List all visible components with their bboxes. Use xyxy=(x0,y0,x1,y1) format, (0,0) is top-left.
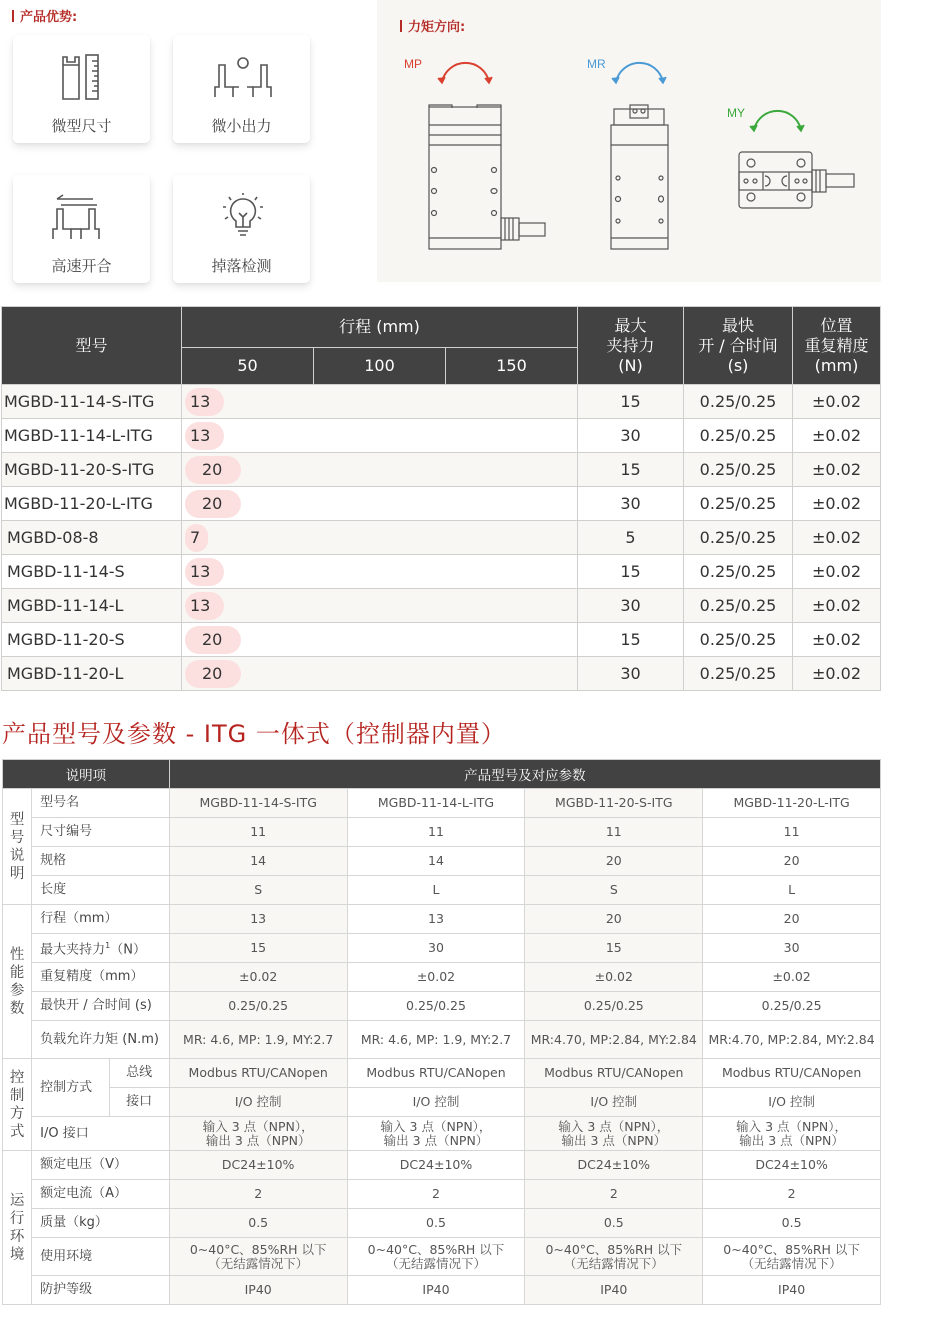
row-label: 重复精度（mm） xyxy=(32,963,170,992)
value-cell: 20 xyxy=(525,905,703,934)
header-stroke-100: 100 xyxy=(314,348,446,385)
value-cell: 0.25/0.25 xyxy=(703,992,881,1021)
value-cell: L xyxy=(347,876,525,905)
stroke-bar: 20 xyxy=(185,626,241,654)
table-row xyxy=(2,589,881,623)
value-cell xyxy=(347,1238,525,1276)
sub-label: 接口 xyxy=(109,1088,169,1117)
value-cell: 30 xyxy=(703,934,881,963)
value-cell xyxy=(169,1238,347,1276)
value-cell xyxy=(169,1117,347,1151)
value-cell: Modbus RTU/CANopen xyxy=(347,1059,525,1088)
stroke-cell xyxy=(182,385,578,419)
value-cell: 11 xyxy=(703,818,881,847)
time-cell: 0.25/0.25 xyxy=(684,487,793,521)
value-cell: DC24±10% xyxy=(703,1151,881,1180)
value-cell xyxy=(347,1117,525,1151)
value-cell: I/O 控制 xyxy=(169,1088,347,1117)
advantage-card-micro-force xyxy=(173,35,310,143)
force-cell: 30 xyxy=(578,419,684,453)
repeat-cell: ±0.02 xyxy=(793,385,881,419)
repeat-cell: ±0.02 xyxy=(793,657,881,691)
params-table xyxy=(2,759,881,1305)
value-cell: 0.5 xyxy=(169,1209,347,1238)
gripper-front-view-mr xyxy=(611,105,668,249)
model-cell: MGBD-11-14-S xyxy=(2,555,182,589)
row-label-unit: （N） xyxy=(110,942,146,958)
value-cell: 15 xyxy=(525,934,703,963)
value-line: 输出 3 点（NPN） xyxy=(205,1132,311,1148)
header-line: 开 / 合时间 xyxy=(698,335,778,355)
time-cell: 0.25/0.25 xyxy=(684,521,793,555)
params-section-title: 产品型号及参数 - ITG 一体式（控制器内置） xyxy=(2,720,506,748)
value-cell: MR: 4.6, MP: 1.9, MY:2.7 xyxy=(347,1021,525,1059)
stroke-bar: 13 xyxy=(185,388,224,416)
value-cell: 20 xyxy=(703,847,881,876)
moment-heading-text: 力矩方向: xyxy=(408,20,466,35)
mr-label: MR xyxy=(587,57,606,71)
stroke-cell xyxy=(182,521,578,555)
value-cell: MR: 4.6, MP: 1.9, MY:2.7 xyxy=(169,1021,347,1059)
value-cell: 2 xyxy=(525,1180,703,1209)
repeat-cell: ±0.02 xyxy=(793,487,881,521)
time-cell: 0.25/0.25 xyxy=(684,657,793,691)
stroke-cell xyxy=(182,589,578,623)
row-label: 尺寸编号 xyxy=(32,818,170,847)
advantages-heading xyxy=(12,6,77,25)
value-cell: ±0.02 xyxy=(703,963,881,992)
repeat-cell: ±0.02 xyxy=(793,589,881,623)
drop-detection-bulb-icon xyxy=(211,193,275,243)
row-label: 控制方式 xyxy=(32,1059,109,1117)
my-label: MY xyxy=(727,106,745,120)
table-row xyxy=(3,992,881,1021)
sub-label: 总线 xyxy=(109,1059,169,1088)
value-cell: MR:4.70, MP:2.84, MY:2.84 xyxy=(525,1021,703,1059)
value-cell: S xyxy=(525,876,703,905)
stroke-bar: 20 xyxy=(185,456,241,484)
table-row xyxy=(2,555,881,589)
header-model: 型号 xyxy=(2,307,182,385)
mp-arrow-icon xyxy=(442,63,489,82)
value-cell: 11 xyxy=(169,818,347,847)
model-cell: MGBD-11-14-L-ITG xyxy=(2,419,182,453)
header-repeatability xyxy=(793,307,881,385)
value-cell: MGBD-11-20-L-ITG xyxy=(703,789,881,818)
value-line: 输入 3 点（NPN）， xyxy=(202,1118,314,1134)
header-models-params: 产品型号及对应参数 xyxy=(169,760,880,789)
value-cell: 0.5 xyxy=(525,1209,703,1238)
repeat-cell: ±0.02 xyxy=(793,419,881,453)
value-cell: DC24±10% xyxy=(525,1151,703,1180)
header-line: (mm) xyxy=(814,355,859,375)
stroke-bar: 13 xyxy=(185,422,224,450)
value-line: （无结露情况下） xyxy=(741,1255,842,1271)
value-line: 输出 3 点（NPN） xyxy=(383,1132,489,1148)
table-row xyxy=(3,905,881,934)
value-cell: IP40 xyxy=(347,1276,525,1305)
row-label: 最快开 / 合时间 (s) xyxy=(32,992,170,1021)
stroke-cell xyxy=(182,657,578,691)
value-cell: MGBD-11-14-S-ITG xyxy=(169,789,347,818)
value-cell: 2 xyxy=(347,1180,525,1209)
header-line: 位置 xyxy=(820,315,853,335)
time-cell: 0.25/0.25 xyxy=(684,419,793,453)
value-cell: ±0.02 xyxy=(169,963,347,992)
advantage-card-high-speed xyxy=(13,175,150,283)
value-line: 0~40°C、85%RH 以下 xyxy=(545,1241,683,1257)
force-cell: 15 xyxy=(578,385,684,419)
table-row xyxy=(3,1021,881,1059)
table-row xyxy=(3,1276,881,1305)
moment-direction-panel xyxy=(377,0,881,282)
header-fastest-time xyxy=(684,307,793,385)
value-cell: 30 xyxy=(347,934,525,963)
stroke-cell xyxy=(182,419,578,453)
value-cell: ±0.02 xyxy=(525,963,703,992)
value-cell: I/O 控制 xyxy=(703,1088,881,1117)
value-cell: IP40 xyxy=(169,1276,347,1305)
value-cell: L xyxy=(703,876,881,905)
advantage-label: 高速开合 xyxy=(51,257,112,275)
value-cell: 0.25/0.25 xyxy=(525,992,703,1021)
repeat-cell: ±0.02 xyxy=(793,453,881,487)
value-line: 0~40°C、85%RH 以下 xyxy=(367,1241,505,1257)
mp-label: MP xyxy=(404,57,422,71)
table-row xyxy=(3,934,881,963)
header-line: (N) xyxy=(618,355,643,375)
value-cell: MGBD-11-20-S-ITG xyxy=(525,789,703,818)
table-row xyxy=(3,1209,881,1238)
table-row xyxy=(2,385,881,419)
advantage-label: 掉落检测 xyxy=(211,257,272,275)
time-cell: 0.25/0.25 xyxy=(684,385,793,419)
row-label-text: 最大夹持力 xyxy=(40,942,106,958)
gripper-side-view-mp xyxy=(429,105,545,249)
row-label xyxy=(32,934,170,963)
value-cell: 0.25/0.25 xyxy=(347,992,525,1021)
model-cell: MGBD-11-20-S-ITG xyxy=(2,453,182,487)
time-cell: 0.25/0.25 xyxy=(684,555,793,589)
value-line: 输入 3 点（NPN）， xyxy=(380,1118,492,1134)
value-cell: I/O 控制 xyxy=(525,1088,703,1117)
value-cell: 20 xyxy=(525,847,703,876)
force-cell: 30 xyxy=(578,589,684,623)
header-description: 说明项 xyxy=(3,760,170,789)
header-stroke: 行程 (mm) xyxy=(182,307,578,348)
value-cell: I/O 控制 xyxy=(347,1088,525,1117)
advantage-label: 微小出力 xyxy=(211,117,272,135)
header-line: 重复精度 xyxy=(804,335,869,355)
table-row xyxy=(2,419,881,453)
model-cell: MGBD-11-20-L-ITG xyxy=(2,487,182,521)
table-row xyxy=(3,1088,881,1117)
value-cell xyxy=(525,1117,703,1151)
stroke-bar: 13 xyxy=(185,558,224,586)
value-cell xyxy=(703,1238,881,1276)
value-cell: 2 xyxy=(703,1180,881,1209)
stroke-cell xyxy=(182,453,578,487)
value-cell: S xyxy=(169,876,347,905)
header-stroke-50: 50 xyxy=(182,348,314,385)
value-cell: Modbus RTU/CANopen xyxy=(703,1059,881,1088)
table-row xyxy=(3,1180,881,1209)
header-line: 夹持力 xyxy=(606,335,655,355)
force-cell: 5 xyxy=(578,521,684,555)
value-line: 输出 3 点（NPN） xyxy=(561,1132,667,1148)
value-cell: 0.5 xyxy=(347,1209,525,1238)
value-line: 输出 3 点（NPN） xyxy=(739,1132,844,1148)
gripper-moment-diagram xyxy=(377,0,881,282)
table-row xyxy=(2,487,881,521)
table-row xyxy=(2,623,881,657)
force-cell: 15 xyxy=(578,453,684,487)
value-cell: DC24±10% xyxy=(347,1151,525,1180)
stroke-cell xyxy=(182,555,578,589)
table-row xyxy=(2,657,881,691)
table-row xyxy=(3,818,881,847)
advantages-heading-text: 产品优势: xyxy=(20,10,78,25)
value-cell: IP40 xyxy=(703,1276,881,1305)
time-cell: 0.25/0.25 xyxy=(684,623,793,657)
stroke-table xyxy=(1,306,881,691)
value-line: 0~40°C、85%RH 以下 xyxy=(723,1241,860,1257)
stroke-bar: 20 xyxy=(185,490,241,518)
value-cell: 15 xyxy=(169,934,347,963)
force-cell: 30 xyxy=(578,487,684,521)
row-label: 行程（mm） xyxy=(32,905,170,934)
footnote-marker: 1 xyxy=(105,940,111,950)
value-cell: IP40 xyxy=(525,1276,703,1305)
value-cell: 14 xyxy=(169,847,347,876)
row-label: 防护等级 xyxy=(32,1276,170,1305)
row-label: 长度 xyxy=(32,876,170,905)
header-line: 最快 xyxy=(721,315,754,335)
table-row xyxy=(2,521,881,555)
time-cell: 0.25/0.25 xyxy=(684,453,793,487)
table-row xyxy=(3,789,881,818)
value-line: （无结露情况下） xyxy=(563,1255,664,1271)
header-max-force xyxy=(578,307,684,385)
table-row xyxy=(3,1238,881,1276)
value-cell: 13 xyxy=(347,905,525,934)
my-arrow-icon xyxy=(754,111,801,130)
value-cell: Modbus RTU/CANopen xyxy=(525,1059,703,1088)
table-row xyxy=(3,963,881,992)
row-label: 负载允许力矩 (N.m) xyxy=(32,1021,170,1059)
value-cell: 2 xyxy=(169,1180,347,1209)
group-control: 控 制 方 式 xyxy=(3,1059,32,1151)
repeat-cell: ±0.02 xyxy=(793,555,881,589)
stroke-cell xyxy=(182,623,578,657)
value-line: 输入 3 点（NPN）， xyxy=(558,1118,670,1134)
value-cell: 14 xyxy=(347,847,525,876)
model-cell: MGBD-11-14-S-ITG xyxy=(2,385,182,419)
value-line: （无结露情况下） xyxy=(385,1255,486,1271)
group-model-desc: 型 号 说 明 xyxy=(3,789,32,905)
stroke-bar: 7 xyxy=(185,524,208,552)
row-label: 额定电压（V） xyxy=(32,1151,170,1180)
gripper-top-view-my xyxy=(739,152,854,208)
advantage-label: 微型尺寸 xyxy=(51,117,112,135)
header-line: (s) xyxy=(727,355,749,375)
value-cell: MR:4.70, MP:2.84, MY:2.84 xyxy=(703,1021,881,1059)
force-cell: 15 xyxy=(578,623,684,657)
value-cell: Modbus RTU/CANopen xyxy=(169,1059,347,1088)
value-cell: 20 xyxy=(703,905,881,934)
model-cell: MGBD-11-20-S xyxy=(2,623,182,657)
advantage-card-drop-detection xyxy=(173,175,310,283)
header-line: 最大 xyxy=(614,315,647,335)
table-row xyxy=(3,1151,881,1180)
value-cell: DC24±10% xyxy=(169,1151,347,1180)
row-label: 型号名 xyxy=(32,789,170,818)
row-label: I/O 接口 xyxy=(32,1117,170,1151)
header-stroke-150: 150 xyxy=(446,348,578,385)
value-cell: ±0.02 xyxy=(347,963,525,992)
model-cell: MGBD-08-8 xyxy=(2,521,182,555)
value-cell: 11 xyxy=(347,818,525,847)
mr-arrow-icon xyxy=(616,63,663,82)
stroke-bar: 20 xyxy=(185,660,241,688)
table-row xyxy=(3,1059,881,1088)
group-performance: 性 能 参 数 xyxy=(3,905,32,1059)
model-cell: MGBD-11-14-L xyxy=(2,589,182,623)
value-cell: 11 xyxy=(525,818,703,847)
high-speed-open-close-icon xyxy=(51,193,115,243)
value-cell: 0.5 xyxy=(703,1209,881,1238)
repeat-cell: ±0.02 xyxy=(793,623,881,657)
repeat-cell: ±0.02 xyxy=(793,521,881,555)
table-row xyxy=(3,1117,881,1151)
heading-bar xyxy=(12,10,14,22)
miniature-size-icon xyxy=(51,53,115,103)
value-cell: 0.25/0.25 xyxy=(169,992,347,1021)
value-line: 输入 3 点（NPN）， xyxy=(736,1118,848,1134)
stroke-cell xyxy=(182,487,578,521)
row-label: 质量（kg） xyxy=(32,1209,170,1238)
row-label: 额定电流（A） xyxy=(32,1180,170,1209)
table-row xyxy=(2,453,881,487)
group-environment: 运 行 环 境 xyxy=(3,1151,32,1305)
row-label: 规格 xyxy=(32,847,170,876)
advantage-card-miniature xyxy=(13,35,150,143)
table-row xyxy=(3,876,881,905)
value-line: （无结露情况下） xyxy=(208,1255,309,1271)
time-cell: 0.25/0.25 xyxy=(684,589,793,623)
force-cell: 15 xyxy=(578,555,684,589)
row-label: 使用环境 xyxy=(32,1238,170,1276)
value-cell: 13 xyxy=(169,905,347,934)
model-cell: MGBD-11-20-L xyxy=(2,657,182,691)
value-line: 0~40°C、85%RH 以下 xyxy=(189,1241,327,1257)
value-cell xyxy=(525,1238,703,1276)
stroke-bar: 13 xyxy=(185,592,224,620)
table-row xyxy=(3,847,881,876)
micro-force-icon xyxy=(211,53,275,103)
force-cell: 30 xyxy=(578,657,684,691)
value-cell: MGBD-11-14-L-ITG xyxy=(347,789,525,818)
value-cell xyxy=(703,1117,881,1151)
